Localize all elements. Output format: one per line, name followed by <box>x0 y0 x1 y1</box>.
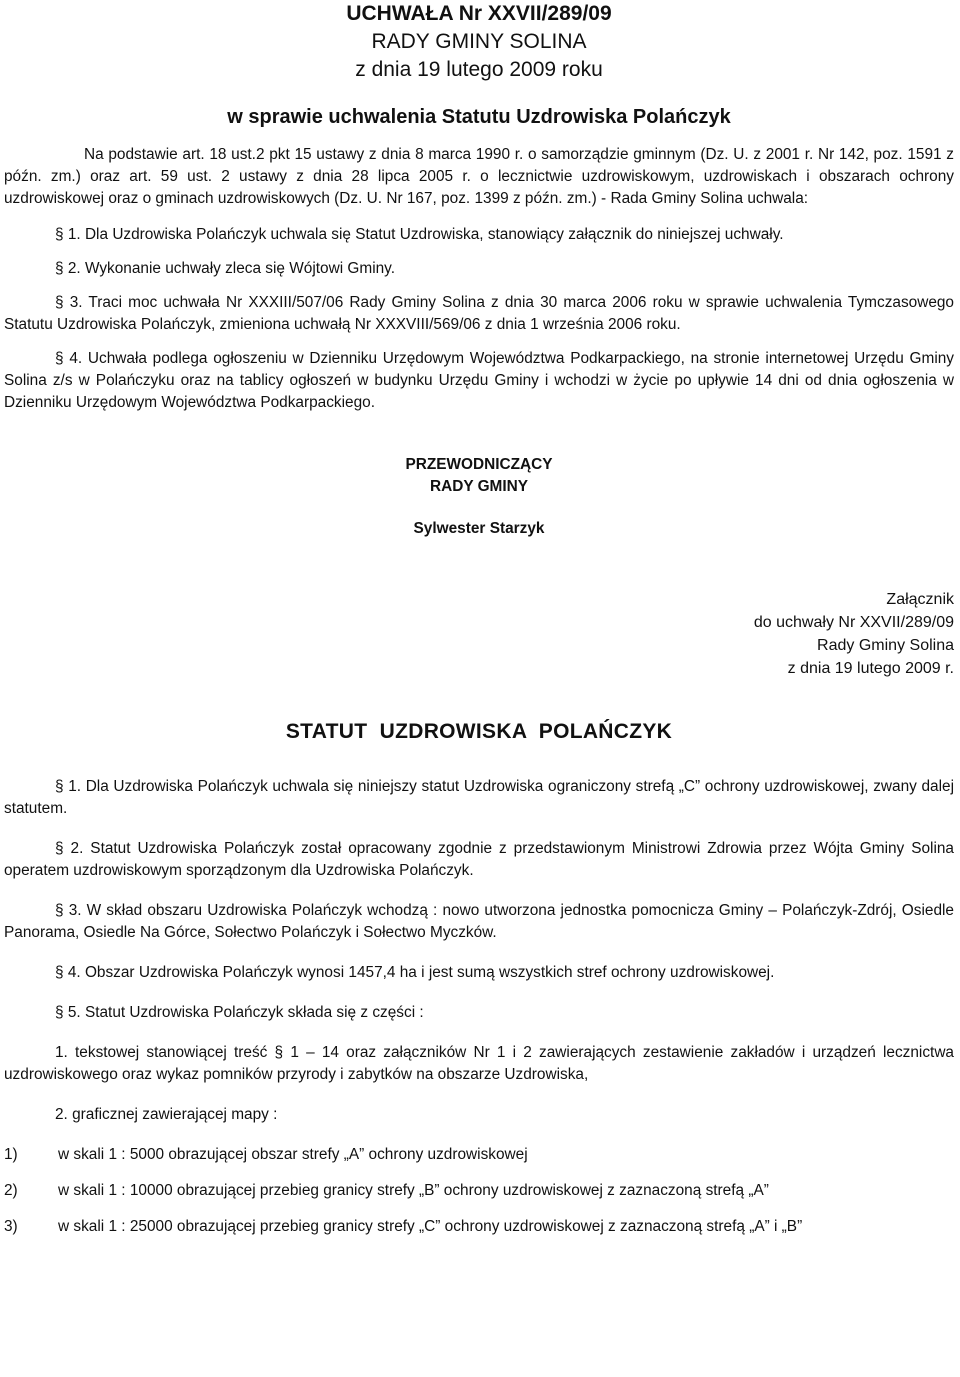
section-1: § 1. Dla Uzdrowiska Polańczyk uchwala się Statut Uzdrowiska, stanowiący załącznik do niniejszej uchwały. <box>55 226 784 243</box>
statute-part-graphic: 2. graficznej zawierającej mapy : <box>55 1106 278 1123</box>
map-item-number: 2) <box>4 1182 18 1199</box>
map-item-number: 3) <box>4 1218 18 1235</box>
map-item <box>4 1180 954 1202</box>
annex-line-1: Załącznik <box>886 591 954 608</box>
resolution-date: z dnia 19 lutego 2009 roku <box>355 58 603 81</box>
section-4: § 4. Uchwała podlega ogłoszeniu w Dzienniku Urzędowym Województwa Podkarpackiego, na stronie internetowej Urzędu Gminy Solina z/s w Polańczyku oraz na tablicy ogłoszeń w budynku Urzędu Gminy i wchodzi w życie po upływie 14 dni od dnia ogłoszenia w Dzienniku Urzędowym Województwa Podkarpackiego. <box>4 350 954 411</box>
council-name: RADY GMINY SOLINA <box>371 30 587 53</box>
statute-section-2: § 2. Statut Uzdrowiska Polańczyk został opracowany zgodnie z przedstawionym Ministrowi Zdrowia przez Wójta Gminy Solina operatem uzdrowiskowym sporządzonym dla Uzdrowiska Polańczyk. <box>4 840 954 879</box>
annex-line-2: do uchwały Nr XXVII/289/09 <box>753 614 954 631</box>
map-item-text: w skali 1 : 10000 obrazującej przebieg granicy strefy „B” ochrony uzdrowiskowej z zaznaczoną strefą „A” <box>58 1182 769 1199</box>
section-2: § 2. Wykonanie uchwały zleca się Wójtowi Gminy. <box>55 260 396 277</box>
signature-role-1: PRZEWODNICZĄCY <box>405 456 553 473</box>
section-3: § 3. Traci moc uchwała Nr XXXIII/507/06 Rady Gminy Solina z dnia 30 marca 2006 roku w sprawie uchwalenia Tymczasowego Statutu Uzdrowiska Polańczyk, zmieniona uchwałą Nr XXXVIII/569/06 z dnia 1 września 2006 roku. <box>4 294 954 333</box>
statute-section-3: § 3. W skład obszaru Uzdrowiska Polańczyk wchodzą : nowo utworzona jednostka pomocnicza Gminy – Polańczyk-Zdrój, Osiedle Panorama, Osiedle Na Górce, Sołectwo Polańczyk i Sołectwo Myczków. <box>4 902 954 941</box>
statute-part-textual: 1. tekstowej stanowiącej treść § 1 – 14 oraz załączników Nr 1 i 2 zawierających zestawienie zakładów i urządzeń lecznictwa uzdrowiskowego oraz wykaz pomników przyrody i zabytków na obszarze Uzdrowiska, <box>4 1044 954 1083</box>
resolution-subject: w sprawie uchwalenia Statutu Uzdrowiska Polańczyk <box>227 106 731 128</box>
annex-line-3: Rady Gminy Solina <box>817 637 954 654</box>
statute-section-5: § 5. Statut Uzdrowiska Polańczyk składa się z części : <box>55 1004 424 1021</box>
signatory-name: Sylwester Starzyk <box>413 520 545 537</box>
resolution-title: UCHWAŁA Nr XXVII/289/09 <box>346 2 612 25</box>
map-item <box>4 1144 954 1166</box>
statute-section-1: § 1. Dla Uzdrowiska Polańczyk uchwala się niniejszy statut Uzdrowiska ograniczony strefą „C” ochrony uzdrowiskowej, zwany dalej statutem. <box>4 778 954 817</box>
resolution-header <box>4 0 954 130</box>
annex-line-4: z dnia 19 lutego 2009 r. <box>787 660 954 677</box>
map-item-text: w skali 1 : 25000 obrazującej przebieg granicy strefy „C” ochrony uzdrowiskowej z zaznaczoną strefą „A” i „B” <box>58 1218 803 1235</box>
statute-title: STATUT UZDROWISKA POLAŃCZYK <box>285 720 673 743</box>
annex-header <box>4 588 954 680</box>
signature-role-2: RADY GMINY <box>429 478 529 495</box>
statute-section-4: § 4. Obszar Uzdrowiska Polańczyk wynosi 1457,4 ha i jest sumą wszystkich stref ochrony uzdrowiskowej. <box>55 964 775 981</box>
preamble: Na podstawie art. 18 ust.2 pkt 15 ustawy z dnia 8 marca 1990 r. o samorządzie gminnym (Dz. U. z 2001 r. Nr 142, poz. 1591 z późn. zm.) oraz art. 59 ust. 2 ustawy z dnia 28 lipca 2005 r. o lecznictwie uzdrowiskowym, uzdrowiskach i obszarach ochrony uzdrowiskowej oraz o gminach uzdrowiskowych (Dz. U. Nr 167, poz. 1399 z późn. zm.) - Rada Gminy Solina uchwala: <box>4 146 954 207</box>
signature-block <box>4 454 954 540</box>
map-item-text: w skali 1 : 5000 obrazującej obszar strefy „A” ochrony uzdrowiskowej <box>58 1146 528 1163</box>
map-item-number: 1) <box>4 1146 18 1163</box>
map-item <box>4 1216 954 1238</box>
